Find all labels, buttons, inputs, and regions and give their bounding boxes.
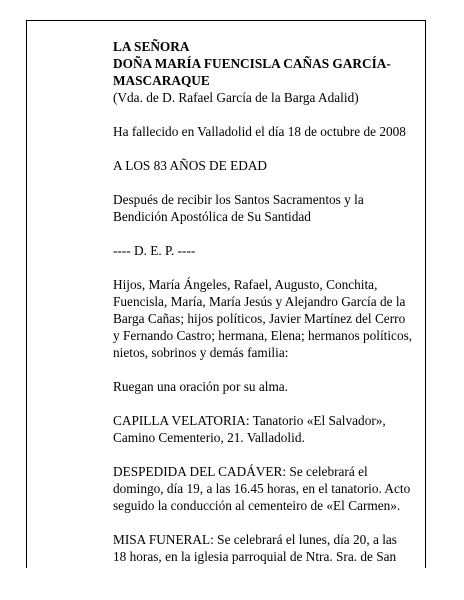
farewell-line-3: seguido la conducción al cementeiro de «El Carmen». (113, 498, 401, 513)
notice-subtitle: (Vda. de D. Rafael García de la Barga Adalid) (113, 90, 359, 105)
farewell-line-2: domingo, día 19, a las 16.45 horas, en el tanatorio. Acto (113, 481, 411, 496)
family-line-1: Hijos, María Ángeles, Rafael, Augusto, Conchita, (113, 277, 378, 292)
chapel-line-1: CAPILLA VELATORIA: Tanatorio «El Salvador», (113, 413, 386, 428)
family-line-5: nietos, sobrinos y demás familia: (113, 345, 289, 360)
prayer-text: Ruegan una oración por su alma. (113, 379, 289, 394)
header-block (113, 38, 431, 106)
farewell-line-1: DESPEDIDA DEL CADÁVER: Se celebrará el (113, 464, 368, 479)
family-line-4: y Fernando Castro; hermana, Elena; hermanos políticos, (113, 328, 413, 343)
notice-title-line-2: DOÑA MARÍA FUENCISLA CAÑAS GARCÍA- (113, 56, 391, 71)
family-line-3: Barga Cañas; hijos políticos, Javier Martínez del Cerro (113, 311, 406, 326)
chapel-line-2: Camino Cementerio, 21. Valladolid. (113, 430, 305, 445)
notice-title-line-1: LA SEÑORA (113, 39, 190, 54)
dep-text: ---- D. E. P. ---- (113, 243, 196, 258)
notice-title-line-3: MASCARAQUE (113, 73, 210, 88)
mass-paragraph (113, 531, 431, 565)
sacraments-line-1: Después de recibir los Santos Sacramentos y la (113, 192, 364, 207)
chapel-paragraph (113, 412, 431, 446)
age-paragraph (113, 157, 431, 174)
farewell-paragraph (113, 463, 431, 514)
family-line-2: Fuencisla, María, María Jesús y Alejandro García de la (113, 294, 406, 309)
family-paragraph (113, 276, 431, 361)
sacraments-paragraph (113, 191, 431, 225)
death-text: Ha fallecido en Valladolid el día 18 de octubre de 2008 (113, 124, 406, 139)
obituary-notice (113, 38, 431, 582)
mass-line-2: 18 horas, en la iglesia parroquial de Ntra. Sra. de San (113, 549, 397, 564)
prayer-paragraph (113, 378, 431, 395)
sacraments-line-2: Bendición Apostólica de Su Santidad (113, 209, 311, 224)
dep-paragraph (113, 242, 431, 259)
age-text: A LOS 83 AÑOS DE EDAD (113, 158, 268, 173)
mass-line-1: MISA FUNERAL: Se celebrará el lunes, día 20, a las (113, 532, 397, 547)
death-paragraph (113, 123, 431, 140)
